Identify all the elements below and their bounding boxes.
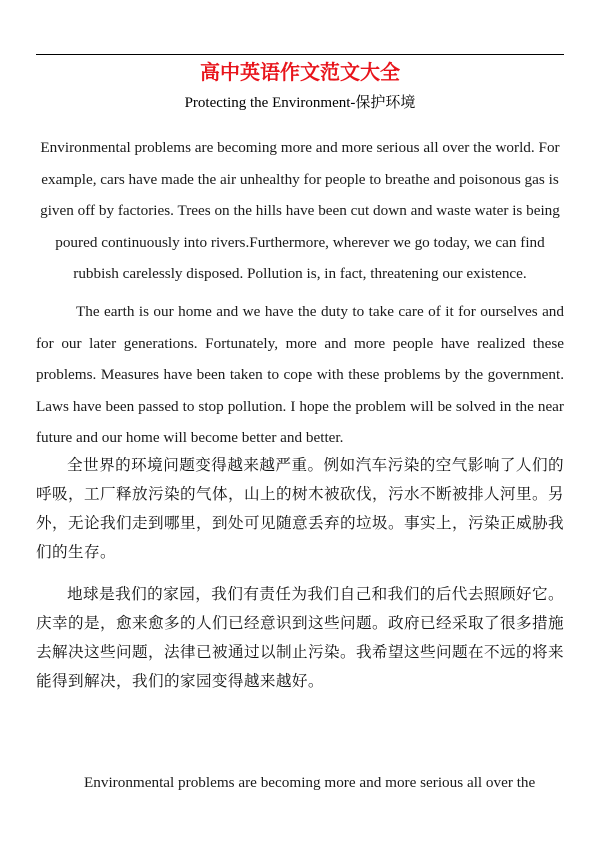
english-paragraph-1: Environmental problems are becoming more and more serious all over the world. For example, cars have made the air unhealthy for people to breathe and poisonous gas is given off by factories. Trees on the hills have been cut down and waste water is being poured continuously into rivers.Furthermore, wherever we go today, we can find rubbish carelessly disposed. Pollution is, in fact, threatening our existence. — [40, 139, 560, 282]
document-title: 高中英语作文范文大全 — [200, 60, 400, 84]
chinese-paragraph-1: 全世界的环境问题变得越来越严重。例如汽车污染的空气影响了人们的呼吸，工厂释放污染的气体，山上的树木被砍伐，污水不断被排人河里。另外，无论我们走到哪里，到处可见随意丢弃的垃圾。事实上，污染正威胁我们的生存。 — [36, 456, 564, 561]
essay-subtitle: Protecting the Environment-保护环境 — [184, 95, 416, 111]
english-paragraph-2: The earth is our home and we have the duty to take care of it for ourselves and for our later generations. Fortunately, more and more people have realized these problems. Measures have been taken to cope with these problems by the government. Laws have been passed to stop pollution. I hope the problem will be solved in the near future and our home will become better and better. — [36, 303, 564, 446]
chinese-paragraph-2: 地球是我们的家园，我们有责任为我们自己和我们的后代去照顾好它。庆幸的是，愈来愈多的人们已经意识到这些问题。政府已经采取了很多措施去解决这些问题，法律已被通过以制止污染。我希望这些问题在不远的将来能得到解决，我们的家园变得越来越好。 — [36, 585, 564, 690]
english-paragraph-repeat: Environmental problems are becoming more and more serious all over the — [84, 774, 536, 791]
header-rule — [36, 54, 564, 55]
